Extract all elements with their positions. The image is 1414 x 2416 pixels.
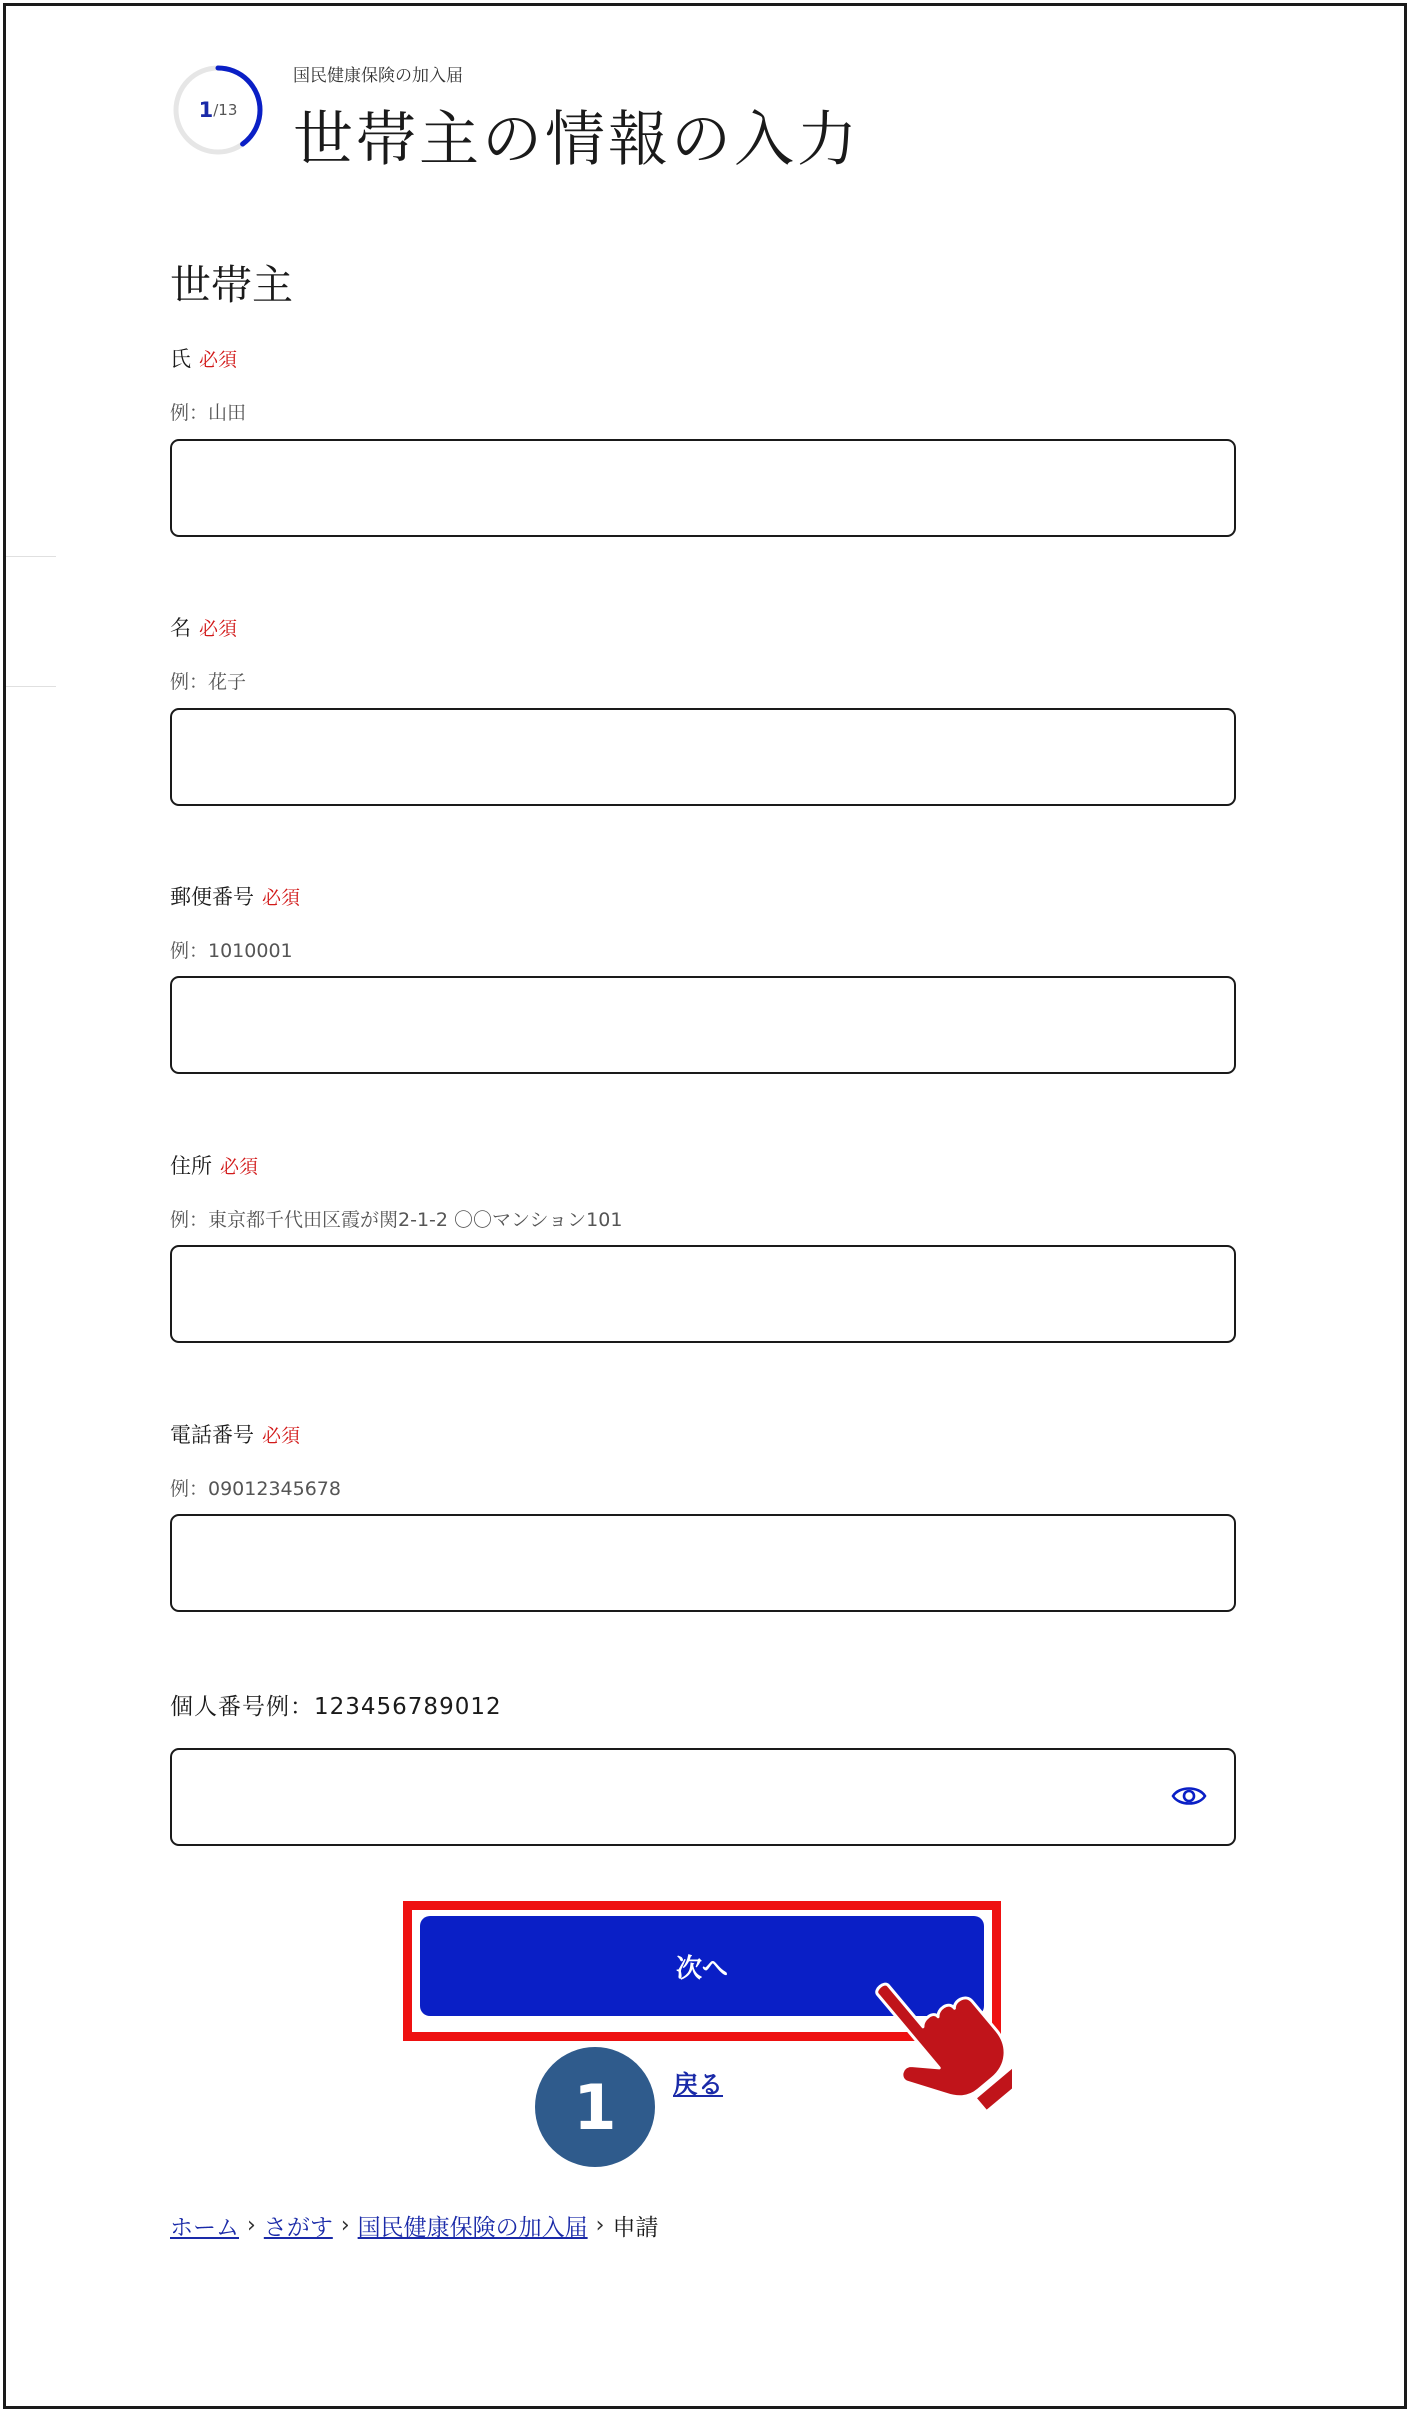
eye-icon[interactable] [1171, 1784, 1207, 1808]
last-name-example: 例：山田 [170, 402, 247, 424]
breadcrumb [170, 2209, 658, 2242]
breadcrumb-search-link[interactable]: さがす [263, 2215, 333, 2241]
step-number-badge: 1 [535, 2047, 655, 2167]
chevron-right-icon: › [340, 2213, 350, 2238]
required-badge: 必須 [199, 349, 238, 371]
side-divider [6, 686, 56, 687]
progress-total: /13 [213, 101, 238, 119]
breadcrumb-home-link[interactable]: ホーム [170, 2215, 239, 2241]
back-link[interactable]: 戻る [673, 2070, 724, 2099]
required-badge: 必須 [199, 618, 238, 640]
phone-example: 例：09012345678 [170, 1478, 341, 1500]
address-label-text: 住所 [170, 1154, 212, 1178]
chevron-right-icon: › [595, 2213, 605, 2238]
last-name-label [170, 343, 237, 373]
last-name-label-text: 氏 [170, 347, 191, 371]
required-badge: 必須 [220, 1156, 259, 1178]
progress-current: 1 [198, 98, 214, 122]
required-badge: 必須 [262, 887, 301, 909]
postal-code-label-text: 郵便番号 [170, 885, 254, 909]
next-button[interactable]: 次へ [420, 1916, 984, 2016]
form-subtitle: 国民健康保険の加入届 [293, 66, 463, 86]
address-example: 例：東京都千代田区霞が関2-1-2 〇〇マンション101 [170, 1209, 623, 1231]
postal-code-input[interactable] [170, 976, 1236, 1074]
pointing-hand-icon [862, 1960, 1012, 2130]
my-number-label: 個人番号例：123456789012 [170, 1694, 502, 1720]
chevron-right-icon: › [247, 2213, 256, 2238]
page-title: 世帯主の情報の入力 [293, 105, 860, 175]
progress-counter [170, 62, 266, 158]
my-number-input[interactable] [170, 1748, 1236, 1846]
first-name-example: 例：花子 [170, 671, 247, 693]
postal-code-label [170, 881, 300, 911]
section-title: 世帯主 [170, 261, 293, 309]
phone-label-text: 電話番号 [170, 1423, 254, 1447]
side-divider [6, 556, 56, 557]
postal-code-example: 例：1010001 [170, 940, 293, 962]
phone-label [170, 1419, 300, 1449]
first-name-input[interactable] [170, 708, 1236, 806]
last-name-input[interactable] [170, 439, 1236, 537]
phone-input[interactable] [170, 1514, 1236, 1612]
address-label [170, 1150, 258, 1180]
breadcrumb-current: 申請 [612, 2215, 659, 2241]
first-name-label [170, 612, 237, 642]
first-name-label-text: 名 [170, 616, 191, 640]
required-badge: 必須 [262, 1425, 301, 1447]
breadcrumb-procedure-link[interactable]: 国民健康保険の加入届 [357, 2215, 588, 2241]
address-input[interactable] [170, 1245, 1236, 1343]
